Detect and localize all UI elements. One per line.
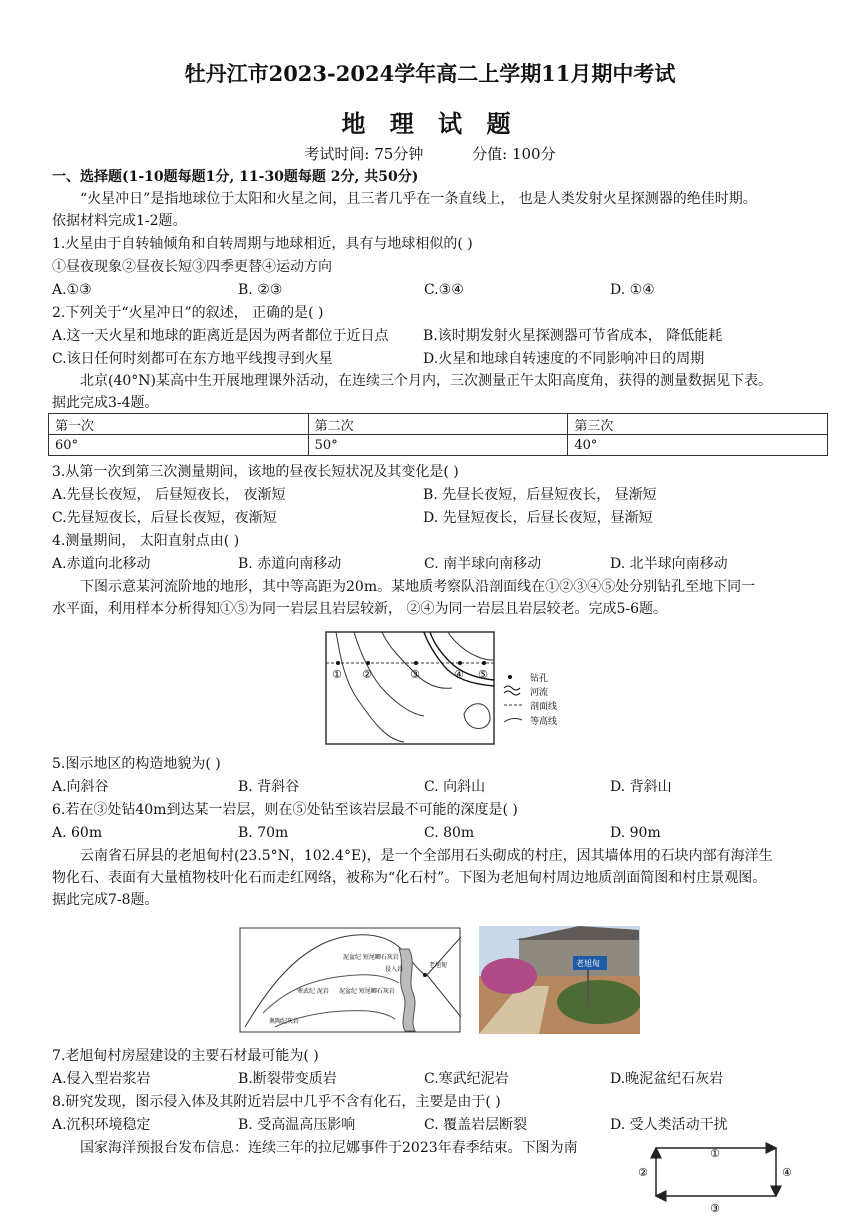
legend-label: 钻孔	[530, 674, 549, 684]
q2-option-d[interactable]: D.火星和地球自转速度的不同影响冲日的周期	[423, 351, 705, 367]
q1-option-d[interactable]: D. ①④	[610, 282, 655, 298]
subject-title: 地 理 试 题	[341, 109, 519, 138]
section-heading: 一、选择题(1-10题每题1分, 11-30题每题 2分, 共50分)	[52, 169, 419, 185]
table-row	[49, 435, 828, 456]
village-marker	[423, 973, 427, 977]
q2-options-row1	[52, 325, 822, 347]
bougainvillea	[481, 958, 537, 994]
drill-point	[366, 661, 370, 665]
table-header-cell: 第三次	[568, 414, 828, 435]
q1-option-b[interactable]: B. ②③	[238, 282, 283, 298]
q5-stem: 5.图示地区的构造地貌为( )	[52, 756, 221, 772]
drill-point	[458, 661, 462, 665]
arrow-label: ①	[710, 1147, 720, 1160]
q6-options	[52, 822, 822, 844]
exam-info	[0, 143, 860, 164]
q7-option-c[interactable]: C.寒武纪泥岩	[424, 1071, 509, 1087]
legend-label: 剖面线	[530, 702, 558, 712]
legend-contour-icon	[504, 718, 522, 722]
q1-option-a[interactable]: A.①③	[52, 282, 92, 298]
village-label: 老旭甸	[429, 962, 448, 969]
q8-option-b[interactable]: B. 受高温高压影响	[238, 1117, 356, 1133]
material-1-line-2: 依据材料完成1-2题。	[52, 213, 187, 229]
q1-option-c[interactable]: C.③④	[424, 282, 464, 298]
q3-stem: 3.从第一次到第三次测量期间，该地的昼夜长短状况及其变化是( )	[52, 464, 459, 480]
measurement-table	[48, 413, 828, 456]
rock-label: 泥盆纪 短尾鲫石灰岩	[339, 988, 395, 995]
q4-option-a[interactable]: A.赤道向北移动	[52, 556, 151, 572]
drill-point	[414, 661, 418, 665]
q6-stem: 6.若在③处钻40m到达某一岩层，则在⑤处钻至该岩层最不可能的深度是( )	[52, 802, 518, 818]
legend-label: 河流	[530, 688, 549, 698]
arrow-label: ②	[638, 1166, 648, 1179]
table-cell: 50°	[308, 435, 568, 456]
drill-point	[336, 661, 340, 665]
q4-option-d[interactable]: D. 北半球向南移动	[610, 556, 728, 572]
q2-option-a[interactable]: A.这一天火星和地球的距离近是因为两者都位于近日点	[52, 328, 389, 344]
table-header-cell: 第二次	[308, 414, 568, 435]
exam-title: 牡丹江市2023-2024学年高二上学期11月期中考试	[184, 61, 676, 86]
village-photo	[479, 926, 640, 1034]
q8-option-d[interactable]: D. 受人类活动干扰	[610, 1117, 728, 1133]
rock-label: 泥盆纪 短尾鲫石灰岩	[343, 954, 399, 961]
sign-post	[587, 966, 589, 1006]
q3-options-row2	[52, 507, 822, 529]
q3-option-c[interactable]: C.先昼短夜长，后昼长夜短，夜渐短	[52, 510, 277, 526]
q1-options	[52, 279, 822, 301]
q5-option-c[interactable]: C. 向斜山	[424, 779, 486, 795]
material-3-line-1: 下图示意某河流阶地的地形，其中等高距为20m。某地质考察队沿剖面线在①②③④⑤处分别钻孔至地下同一	[80, 579, 756, 595]
q8-options	[52, 1114, 822, 1136]
circulation-diagram	[636, 1140, 806, 1216]
q6-option-b[interactable]: B. 70m	[238, 825, 289, 841]
point-label: ①	[332, 668, 342, 681]
material-4-line-1: 云南省石屏县的老旭甸村(23.5°N，102.4°E)，是一个全部用石头砌成的村庄，因其墙体用的石块内部有海洋生	[80, 848, 773, 864]
q6-option-a[interactable]: A. 60m	[52, 825, 103, 841]
material-5-line-1: 国家海洋预报台发布信息：连续三年的拉尼娜事件于2023年春季结束。下图为南	[80, 1140, 578, 1156]
q2-options-row2	[52, 348, 822, 370]
legend-label: 等高线	[530, 717, 558, 727]
q1-stem: 1.火星由于自转轴倾角和自转周期与地球相近，具有与地球相似的( )	[52, 236, 473, 252]
q3-options-row1	[52, 484, 822, 506]
rock-label: 奥陶纪灰岩	[269, 1018, 300, 1025]
q4-option-c[interactable]: C. 南半球向南移动	[424, 556, 542, 572]
q7-stem: 7.老旭甸村房屋建设的主要石材最可能为( )	[52, 1048, 319, 1064]
q7-option-a[interactable]: A.侵入型岩浆岩	[52, 1071, 151, 1087]
village-sign-text: 老旭甸	[576, 959, 600, 968]
exam-time: 考试时间: 75分钟	[304, 145, 424, 163]
legend-river-icon	[504, 686, 520, 695]
q6-option-d[interactable]: D. 90m	[610, 825, 661, 841]
material-4-line-3: 据此完成7-8题。	[52, 892, 159, 908]
rock-label: 侵入岩	[385, 966, 404, 973]
point-label: ③	[410, 668, 420, 681]
q7-option-d[interactable]: D.晚泥盆纪石灰岩	[610, 1071, 724, 1087]
table-row	[49, 414, 828, 435]
q8-option-a[interactable]: A.沉积环境稳定	[52, 1117, 151, 1133]
material-3-line-2: 水平面，利用样本分析得知①⑤为同一岩层且岩层较新， ②④为同一岩层且岩层较老。完成5-6题。	[52, 601, 667, 617]
q8-option-c[interactable]: C. 覆盖岩层断裂	[424, 1117, 528, 1133]
q1-items: ①昼夜现象②昼夜长短③四季更替④运动方向	[52, 259, 332, 275]
river-terrace-map	[324, 630, 574, 746]
q4-option-b[interactable]: B. 赤道向南移动	[238, 556, 342, 572]
q4-stem: 4.测量期间， 太阳直射点由( )	[52, 533, 240, 549]
table-cell: 40°	[568, 435, 828, 456]
q5-option-d[interactable]: D. 背斜山	[610, 779, 672, 795]
q3-option-b[interactable]: B. 先昼长夜短，后昼短夜长， 昼渐短	[423, 487, 657, 503]
material-2-line-2: 据此完成3-4题。	[52, 395, 159, 411]
q5-option-a[interactable]: A.向斜谷	[52, 779, 109, 795]
geological-profile	[239, 927, 461, 1033]
drill-point	[482, 661, 486, 665]
point-label: ⑤	[478, 668, 488, 681]
arrow-label: ③	[710, 1202, 720, 1215]
shrubs	[557, 980, 640, 1024]
point-label: ②	[362, 668, 372, 681]
q5-options	[52, 776, 822, 798]
q7-options	[52, 1068, 822, 1090]
material-4-line-2: 物化石、表面有大量植物枝叶化石而走红网络，被称为“化石村”。下图为老旭甸村周边地质剖面简图和村庄景观图。	[52, 870, 767, 886]
q2-option-c[interactable]: C.该日任何时刻都可在东方地平线搜寻到火星	[52, 351, 333, 367]
map-legend	[504, 672, 557, 727]
material-1-line-1: “火星冲日”是指地球位于太阳和火星之间，且三者几乎在一条直线上， 也是人类发射火星探测器的绝佳时期。	[80, 191, 757, 207]
arrow-label: ④	[782, 1166, 792, 1179]
table-header-cell: 第一次	[49, 414, 309, 435]
q2-stem: 2.下列关于“火星冲日”的叙述， 正确的是( )	[52, 305, 324, 321]
q3-option-d[interactable]: D. 先昼短夜长，后昼长夜短，昼渐短	[423, 510, 653, 526]
q4-options	[52, 553, 822, 575]
q5-option-b[interactable]: B. 背斜谷	[238, 779, 300, 795]
point-label: ④	[454, 668, 464, 681]
q3-option-a[interactable]: A.先昼长夜短， 后昼短夜长， 夜渐短	[52, 487, 286, 503]
profile-frame	[240, 928, 460, 1032]
exam-score: 分值: 100分	[472, 145, 556, 163]
q2-option-b[interactable]: B.该时期发射火星探测器可节省成本， 降低能耗	[423, 328, 723, 344]
q6-option-c[interactable]: C. 80m	[424, 825, 475, 841]
table-cell: 60°	[49, 435, 309, 456]
q7-option-b[interactable]: B.断裂带变质岩	[238, 1071, 337, 1087]
rock-label: 寒武纪 泥岩	[297, 988, 329, 995]
legend-drill-icon	[508, 675, 512, 679]
q8-stem: 8.研究发现，图示侵入体及其附近岩层中几乎不含有化石，主要是由于( )	[52, 1094, 501, 1110]
material-2-line-1: 北京(40°N)某高中生开展地理课外活动，在连续三个月内，三次测量正午太阳高度角，获得的测量数据见下表。	[80, 373, 772, 389]
